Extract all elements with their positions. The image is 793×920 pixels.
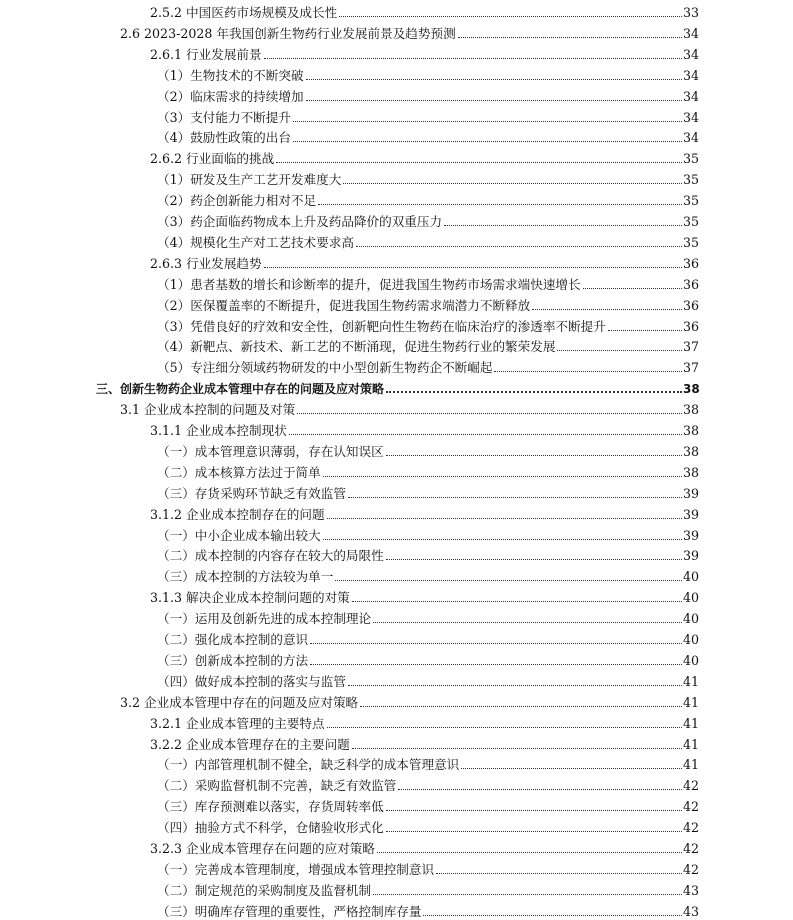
toc-entry-title: 2.6.1 行业发展前景: [150, 46, 262, 62]
toc-entry[interactable]: [157, 648, 700, 669]
toc-entry[interactable]: [157, 355, 700, 376]
toc-entry-title: （四）做好成本控制的落实与监管: [157, 673, 346, 689]
toc-entry[interactable]: [157, 669, 700, 690]
toc-entry[interactable]: [157, 63, 700, 84]
toc-entry-page: 36: [683, 318, 700, 334]
dot-leader: [335, 580, 682, 581]
toc-entry[interactable]: [157, 564, 700, 585]
toc-entry-title: （一）完善成本管理制度，增强成本管理控制意识: [157, 861, 435, 877]
toc-entry[interactable]: [157, 230, 700, 251]
dot-leader: [360, 706, 682, 707]
toc-entry[interactable]: [157, 439, 700, 460]
toc-entry-title: （4）新靶点、新技术、新工艺的不断涌现，促进生物药行业的繁荣发展: [157, 339, 556, 355]
toc-entry-title: （二）采购监督机制不完善，缺乏有效监管: [157, 778, 397, 794]
toc-entry[interactable]: [120, 690, 700, 711]
dot-leader: [461, 768, 682, 769]
toc-entry-title: 三、创新生物药企业成本管理中存在的问题及应对策略: [96, 382, 385, 397]
toc-entry[interactable]: [157, 314, 700, 335]
toc-entry-title: 3.1.1 企业成本控制现状: [150, 423, 287, 438]
dot-leader: [306, 79, 682, 80]
dot-leader: [386, 831, 682, 832]
dot-leader: [306, 100, 682, 101]
dot-leader: [293, 121, 682, 122]
toc-entry-page: 39: [683, 548, 700, 564]
dot-leader: [423, 915, 682, 916]
toc-entry-title: （二）成本控制的内容存在较大的局限性: [157, 548, 384, 564]
toc-entry-page: 35: [683, 234, 700, 250]
dot-leader: [293, 141, 682, 142]
toc-entry-title: （三）创新成本控制的方法: [157, 652, 309, 668]
toc-entry-title: 3.2.2 企业成本管理存在的主要问题: [150, 736, 350, 752]
toc-entry-page: 33: [683, 5, 700, 20]
toc-entry-title: 3.1 企业成本控制的问题及对策: [120, 402, 296, 418]
toc-entry-page: 40: [683, 632, 700, 647]
toc-entry-page: 38: [683, 402, 700, 418]
toc-entry-page: 34: [683, 46, 700, 62]
toc-entry-page: 42: [683, 799, 700, 815]
dot-leader: [373, 894, 682, 895]
toc-entry[interactable]: [157, 125, 700, 146]
dot-leader: [494, 371, 682, 372]
toc-entry[interactable]: [120, 397, 700, 418]
toc-entry-title: （二）成本核算方法过于简单: [157, 464, 321, 480]
toc-entry-title: （2）药企创新能力相对不足: [157, 193, 317, 209]
dot-leader: [310, 664, 682, 665]
toc-entry-page: 37: [683, 360, 700, 376]
toc-entry[interactable]: [150, 836, 700, 857]
dot-leader: [348, 497, 682, 498]
dot-leader: [327, 518, 682, 519]
toc-entry[interactable]: [157, 878, 700, 899]
dot-leader: [297, 413, 682, 414]
toc-entry[interactable]: [157, 815, 700, 836]
toc-entry[interactable]: [150, 0, 700, 21]
toc-entry[interactable]: [120, 21, 700, 42]
toc-entry-page: 42: [683, 861, 700, 877]
toc-entry[interactable]: [157, 794, 700, 815]
dot-leader: [373, 622, 682, 623]
toc-entry-title: （2）临床需求的持续增加: [157, 88, 304, 104]
dot-leader: [323, 476, 682, 477]
toc-entry-page: 42: [683, 778, 700, 794]
toc-entry-title: （二）强化成本控制的意识: [157, 632, 309, 647]
dot-leader: [557, 350, 682, 351]
toc-entry-page: 34: [683, 130, 700, 146]
toc-entry-title: 3.2.1 企业成本管理的主要特点: [150, 715, 325, 731]
toc-entry-page: 41: [683, 673, 700, 689]
toc-entry-page: 35: [683, 214, 700, 229]
toc-entry-page: 39: [683, 527, 700, 543]
toc-entry-page: 34: [683, 88, 700, 104]
dot-leader: [352, 748, 682, 749]
dot-leader: [289, 434, 682, 435]
toc-entry-page: 42: [683, 841, 700, 856]
toc-entry-page: 41: [683, 736, 700, 752]
toc-entry-title: （一）运用及创新先进的成本控制理论: [157, 611, 372, 627]
toc-entry-title: 3.2 企业成本管理中存在的问题及应对策略: [120, 694, 359, 710]
dot-leader: [398, 789, 682, 790]
toc-entry-title: （三）成本控制的方法较为单一: [157, 569, 334, 585]
toc-entry-title: 3.2.3 企业成本管理存在问题的应对策略: [150, 841, 375, 856]
dot-leader: [352, 601, 682, 602]
toc-entry[interactable]: [150, 502, 700, 523]
dot-leader: [386, 810, 682, 811]
toc-entry-title: 3.1.2 企业成本控制存在的问题: [150, 506, 325, 522]
toc-entry-page: 35: [683, 151, 700, 167]
toc-entry-page: 34: [683, 109, 700, 125]
toc-entry-page: 35: [683, 193, 700, 209]
toc-entry-title: （1）研发及生产工艺开发难度大: [157, 172, 342, 188]
dot-leader: [386, 559, 682, 560]
toc-entry[interactable]: [150, 146, 700, 167]
toc-entry[interactable]: [157, 752, 700, 773]
toc-entry-title: （3）支付能力不断提升: [157, 109, 291, 125]
toc-entry-title: （一）中小企业成本输出较大: [157, 527, 321, 543]
toc-entry[interactable]: [150, 251, 700, 272]
toc-entry-title: （一）内部管理机制不健全，缺乏科学的成本管理意识: [157, 757, 460, 773]
toc-entry-title: 2.5.2 中国医药市场规模及成长性: [150, 5, 338, 20]
dot-leader: [356, 246, 682, 247]
toc-entry-page: 36: [683, 276, 700, 292]
toc-entry[interactable]: [157, 627, 700, 648]
dot-leader: [532, 309, 682, 310]
dot-leader: [608, 330, 682, 331]
dot-leader: [386, 391, 682, 393]
toc-entry-title: （三）存货采购环节缺乏有效监管: [157, 485, 346, 501]
dot-leader: [444, 225, 682, 226]
toc-entry[interactable]: [157, 899, 700, 920]
toc-entry-page: 41: [683, 715, 700, 731]
dot-leader: [264, 58, 682, 59]
toc-entry[interactable]: [157, 543, 700, 564]
toc-entry[interactable]: [150, 585, 700, 606]
toc-entry-title: （三）库存预测难以落实，存货周转率低: [157, 799, 384, 815]
dot-leader: [327, 727, 682, 728]
toc-entry-title: （4）鼓励性政策的出台: [157, 130, 291, 146]
toc-entry-title: （3）凭借良好的疗效和安全性，创新靶向性生物药在临床治疗的渗透率不断提升: [157, 318, 606, 334]
toc-entry-page: 36: [683, 297, 700, 313]
dot-leader: [343, 183, 682, 184]
dot-leader: [264, 267, 682, 268]
toc-entry-page: 35: [683, 172, 700, 188]
toc-entry[interactable]: [157, 606, 700, 627]
toc-entry-page: 42: [683, 820, 700, 836]
dot-leader: [339, 16, 682, 17]
toc-entry[interactable]: [157, 460, 700, 481]
toc-entry[interactable]: [157, 293, 700, 314]
toc-entry-page: 40: [683, 590, 700, 606]
dot-leader: [310, 643, 682, 644]
toc-entry[interactable]: [157, 84, 700, 105]
toc-entry-title: （5）专注细分领域药物研发的中小型创新生物药企不断崛起: [157, 360, 493, 376]
toc-entry[interactable]: [157, 334, 700, 355]
toc-entry[interactable]: [96, 376, 700, 397]
toc-entry-page: 37: [683, 339, 700, 355]
toc-entry[interactable]: [157, 209, 700, 230]
toc-entry[interactable]: [157, 272, 700, 293]
toc-entry-page: 40: [683, 569, 700, 585]
toc-entry-page: 41: [683, 757, 700, 773]
toc-entry-title: 2.6 2023-2028 年我国创新生物药行业发展前景及趋势预测: [120, 25, 456, 41]
toc-entry-title: （1）患者基数的增长和诊断率的提升，促进我国生物药市场需求端快速增长: [157, 276, 581, 292]
toc-entry-page: 40: [683, 652, 700, 668]
toc-entry-title: （3）药企面临药物成本上升及药品降价的双重压力: [157, 214, 443, 229]
toc-entry-page: 34: [683, 25, 700, 41]
dot-leader: [348, 685, 682, 686]
toc-entry-title: 3.1.3 解决企业成本控制问题的对策: [150, 590, 350, 606]
toc-entry[interactable]: [150, 42, 700, 63]
toc-entry[interactable]: [157, 188, 700, 209]
toc-entry-title: （四）抽验方式不科学，仓储验收形式化: [157, 820, 384, 836]
toc-entry-title: （二）制定规范的采购制度及监督机制: [157, 882, 372, 898]
toc-entry[interactable]: [157, 481, 700, 502]
toc-entry-page: 34: [683, 67, 700, 83]
toc-entry-page: 43: [683, 882, 700, 898]
toc-entry[interactable]: [150, 711, 700, 732]
toc-entry[interactable]: [157, 523, 700, 544]
toc-entry-page: 38: [683, 423, 700, 438]
dot-leader: [583, 288, 682, 289]
toc-entry[interactable]: [157, 105, 700, 126]
toc-entry-page: 36: [683, 255, 700, 271]
toc-entry-page: 39: [683, 506, 700, 522]
toc-entry[interactable]: [157, 773, 700, 794]
dot-leader: [323, 539, 682, 540]
dot-leader: [386, 455, 682, 456]
toc-entry-page: 38: [683, 382, 700, 397]
toc-entry-page: 41: [683, 694, 700, 710]
toc-entry-title: （2）医保覆盖率的不断提升，促进我国生物药需求端潜力不断释放: [157, 297, 531, 313]
toc-entry-title: 2.6.2 行业面临的挑战: [150, 151, 275, 167]
toc-entry-title: （一）成本管理意识薄弱，存在认知误区: [157, 443, 384, 459]
toc-entry-page: 38: [683, 464, 700, 480]
dot-leader: [377, 852, 682, 853]
toc-entry-page: 39: [683, 485, 700, 501]
toc-entry-title: （三）明确库存管理的重要性，严格控制库存量: [157, 903, 422, 919]
toc-entry-page: 38: [683, 443, 700, 459]
dot-leader: [276, 162, 682, 163]
dot-leader: [318, 204, 682, 205]
toc-entry[interactable]: [157, 857, 700, 878]
toc-entry[interactable]: [150, 418, 700, 439]
toc-entry-page: 43: [683, 903, 700, 919]
toc-entry-title: 2.6.3 行业发展趋势: [150, 255, 262, 271]
toc-entry-page: 40: [683, 611, 700, 627]
toc-entry[interactable]: [157, 167, 700, 188]
toc-entry-title: （1）生物技术的不断突破: [157, 67, 304, 83]
toc-entry-title: （4）规模化生产对工艺技术要求高: [157, 234, 354, 250]
dot-leader: [436, 873, 682, 874]
toc-entry[interactable]: [150, 732, 700, 753]
dot-leader: [458, 37, 682, 38]
